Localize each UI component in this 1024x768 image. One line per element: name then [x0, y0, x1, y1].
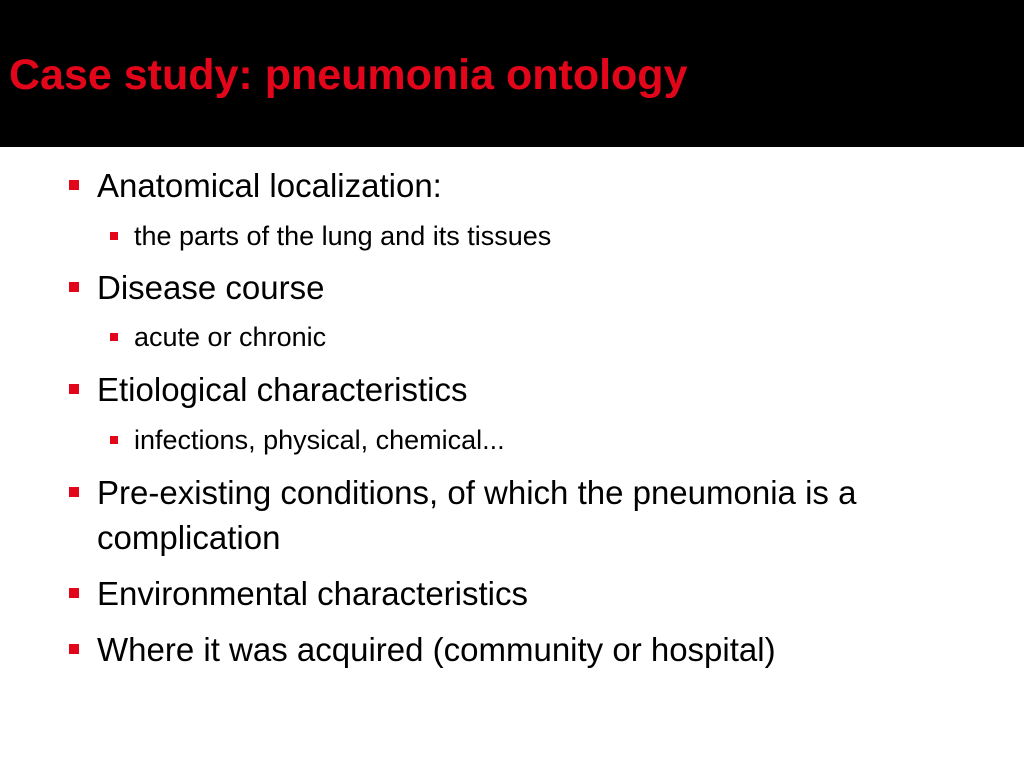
bullet-text: Where it was acquired (community or hospital)	[97, 631, 776, 668]
sub-bullet-text: acute or chronic	[134, 322, 327, 352]
bullet-text: Environmental characteristics	[97, 575, 528, 612]
bullet-text: Pre-existing conditions, of which the pneumonia is a complication	[97, 474, 857, 556]
square-bullet-icon	[69, 180, 79, 190]
bullet-text: Etiological characteristics	[97, 371, 468, 408]
square-bullet-icon	[110, 232, 118, 240]
sub-bullet-text: infections, physical, chemical...	[134, 425, 505, 455]
square-bullet-icon	[69, 588, 79, 598]
sub-bullet-text: the parts of the lung and its tissues	[134, 221, 552, 251]
bullet-item	[97, 571, 967, 616]
bullet-text: Anatomical localization:	[97, 167, 442, 204]
sub-bullet-item	[134, 319, 964, 355]
square-bullet-icon	[110, 333, 118, 341]
bullet-item	[97, 265, 967, 310]
square-bullet-icon	[69, 384, 79, 394]
square-bullet-icon	[69, 282, 79, 292]
bullet-item	[97, 367, 967, 412]
bullet-text: Disease course	[97, 269, 325, 306]
bullet-item	[97, 470, 967, 560]
bullet-item	[97, 163, 967, 208]
sub-bullet-item	[134, 422, 964, 458]
square-bullet-icon	[69, 487, 79, 497]
slide-title: Case study: pneumonia ontology	[9, 51, 688, 99]
sub-bullet-item	[134, 218, 964, 254]
square-bullet-icon	[69, 644, 79, 654]
square-bullet-icon	[110, 436, 118, 444]
bullet-item	[97, 627, 967, 672]
